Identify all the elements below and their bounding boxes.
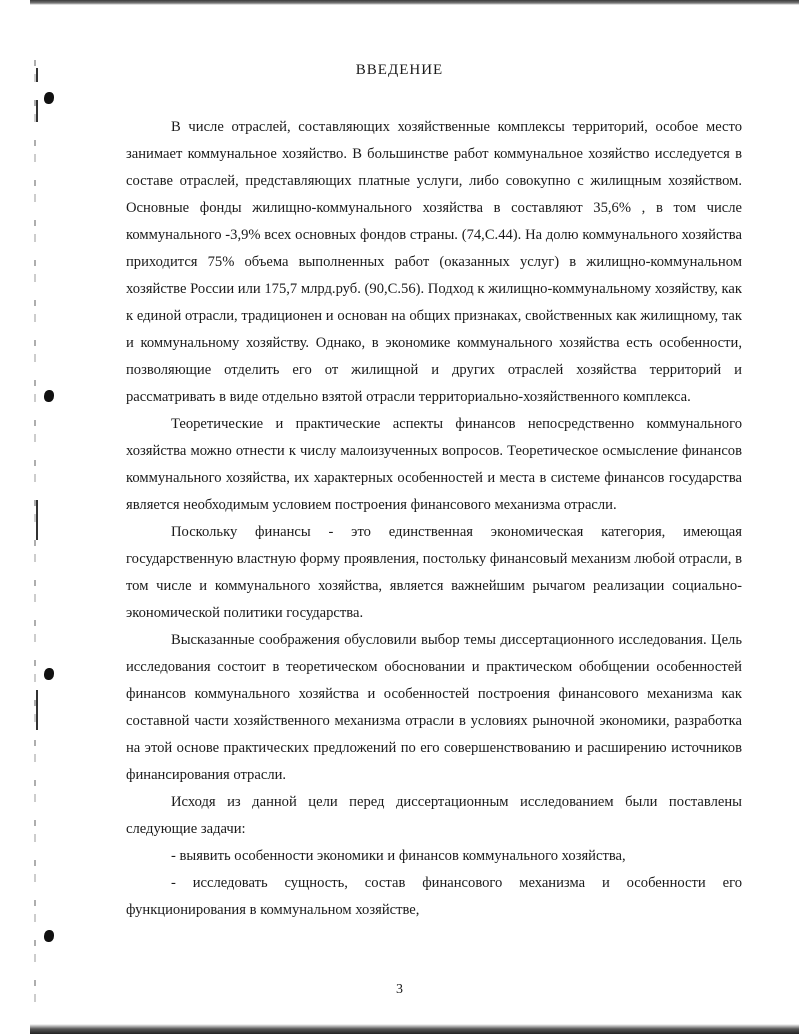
paragraph: Поскольку финансы - это единственная экономическая категория, имеющая государственную властную форму проявления, постольку финансовый механизм любой отрасли, в том числе и коммунального хозяйства, является важнейшим рычагом реализации социально-экономической политики государства. (126, 524, 742, 621)
page-number: 3 (396, 982, 403, 997)
paragraph: В числе отраслей, составляющих хозяйственные комплексы территорий, особое место занимает коммунальное хозяйство. В большинстве работ коммунальное хозяйство исследуется в составе отраслей, представляющих платные услуги, либо совокупно с жилищным хозяйством. Основные фонды жилищно-коммунального хозяйства в составляют 35,6% , в том числе коммунального -3,9% всех основных фондов страны. (74,С.44). На долю коммунального хозяйства приходится 75% объема выполненных работ (оказанных услуг) в жилищно-коммунальном хозяйстве России или 175,7 млрд.руб. (90,С.56). Подход к жилищно-коммунальному хозяйству, как к единой отрасли, традиционен и основан на общих признаках, свойственных как жилищному, так и коммунальному хозяйству. Однако, в экономике коммунального хозяйства есть особенности, позволяющие отделить его от жилищной и других отраслей хозяйства территорий и рассматривать в виде отдельно взятой отрасли территориально-хозяйственного комплекса. (126, 119, 742, 405)
scan-bottom-edge (30, 1024, 799, 1034)
list-item: - выявить особенности экономики и финансов коммунального хозяйства, (171, 848, 626, 864)
punch-hole (44, 92, 54, 104)
page-title: ВВЕДЕНИЕ (355, 62, 444, 78)
paragraph: Высказанные соображения обусловили выбор темы диссертационного исследования. Цель исследования состоит в теоретическом обосновании и практическом обобщении особенностей финансов коммунального хозяйства и особенностей построения финансового механизма как составной части хозяйственного механизма отрасли в условиях рыночной экономики, разработка на этой основе практических предложений по его совершенствованию и расширению источников финансирования отрасли. (126, 632, 742, 783)
scan-mark (36, 690, 38, 730)
paragraph: Теоретические и практические аспекты финансов непосредственно коммунального хозяйства можно отнести к числу малоизученных вопросов. Теоретическое осмысление финансов коммунального хозяйства, их характерных особенностей и места в системе финансов государства является необходимым условием построения финансового механизма отрасли. (126, 416, 742, 513)
document-body (126, 114, 742, 924)
punch-hole (44, 930, 54, 942)
punch-hole (44, 668, 54, 680)
punch-hole (44, 390, 54, 402)
list-item: - исследовать сущность, состав финансового механизма и особенности его функционирования в коммунальном хозяйстве, (126, 875, 742, 918)
scan-left-binding (34, 60, 36, 1020)
scan-top-edge (30, 0, 799, 5)
paragraph: Исходя из данной цели перед диссертационным исследованием были поставлены следующие задачи: (126, 794, 742, 837)
scan-mark (36, 100, 38, 122)
scan-mark (36, 500, 38, 540)
